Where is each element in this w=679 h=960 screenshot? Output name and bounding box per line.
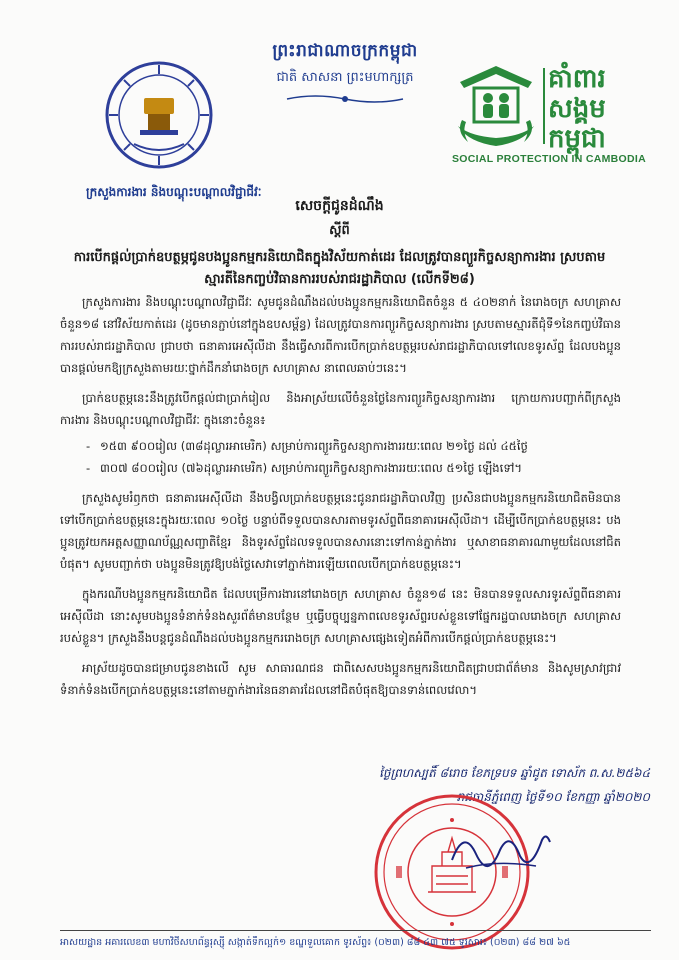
amount-list — [60, 435, 621, 479]
notice-subject: ការបើកផ្តល់ប្រាក់ឧបត្ថម្ភជូនបងប្អូនកម្មករនិយោជិតក្នុងវិស័យកាត់ដេរ ដែលត្រូវបានព្យួរកិច្ចសន្យាការងារ ស្របតាមស្មារតីនៃកញ្ចប់វិធានការរបស់រាជរដ្ឋាភិបាល (លើកទី២៨) — [73, 250, 606, 287]
lunar-date: ថ្ងៃព្រហស្បតិ៍ ៨រោច ខែភទ្របទ ឆ្នាំជូត ទោស័ក ព.ស.២៥៦៤ — [379, 766, 650, 780]
footer-divider — [60, 930, 651, 931]
paragraph-3: ក្រសួងសូមរំឭកថា ធនាគារអេស៊ីលីដា នឹងបង្វិលប្រាក់ឧបត្ថម្ភនេះជូនរាជរដ្ឋាភិបាលវិញ ប្រសិនជាបងប្អូនកម្មករនិយោជិតមិនបានទៅបើកប្រាក់ឧបត្ថម្ភនេះក្នុងរយៈពេល ១០ថ្ងៃ បន្ទាប់ពីទទួលបានសារតាមទូរស័ព្ទពីធនាគារអេស៊ីលីដា។ ដើម្បីបើកប្រាក់ឧបត្ថម្ភនេះ បងប្អូនត្រូវយកអត្តសញ្ញាណប័ណ្ណសញ្ជាតិខ្មែរ និងទូរស័ព្ទដែលទទួលបានសារនោះទៅកាន់ភ្នាក់ងារ ឬសាខាធនាគារណាមួយដែលនៅជិតបំផុត។ សូមបញ្ជាក់ថា បងប្អូនមិនត្រូវឱ្យបង់ថ្លៃសេវាទៅភ្នាក់ងារឡើយពេលបើកប្រាក់ឧបត្ថម្ភនេះ។ — [60, 491, 621, 571]
kingdom-motto: ជាតិ សាសនា ព្រះមហាក្សត្រ — [276, 70, 414, 85]
notice-subheading: ស្តីពី — [329, 223, 350, 238]
paragraph-1: ក្រសួងការងារ និងបណ្តុះបណ្តាលវិជ្ជាជីវៈ សូមជូនដំណឹងដល់បងប្អូនកម្មករនិយោជិតចំនួន ៥ ៤០២នាក់ នៃរោងចក្រ សហគ្រាស ចំនួន១៨ នៅវិស័យកាត់ដេរ (ដូចមានភ្ជាប់នៅក្នុងឧបសម្ព័ន្ធ) ដែលត្រូវបានការព្យួរកិច្ចសន្យាការងារ ស្របតាមស្មារតីជុំទី១នៃកញ្ចប់វិធានការរបស់រាជរដ្ឋាភិបាល ជ្រាបថា ធនាគារអេស៊ីលីដា នឹងធ្វើសារពីការបើកប្រាក់ឧបត្ថម្ភរបស់រាជរដ្ឋាភិបាលទៅលេខទូរស័ព្ទ ដែលបងប្អូនបានផ្តល់មកឱ្យក្រសួងតាមរយៈថ្នាក់ដឹកនាំរោងចក្រ សហគ្រាស នាពេលឆាប់ៗនេះ។ — [60, 295, 621, 375]
notice-title — [0, 196, 679, 291]
paragraph-2: ប្រាក់ឧបត្ថម្ភនេះនឹងត្រូវបើកផ្តល់ជាប្រាក់រៀល និងអាស្រ័យលើចំនួនថ្ងៃនៃការព្យួរកិច្ចសន្យាការងារ ក្រោយការបញ្ជាក់ពីក្រសួងការងារ និងបណ្តុះបណ្តាលវិជ្ជាជីវៈ ក្នុងនោះចំនួន៖ — [60, 391, 621, 427]
signature-icon — [446, 820, 556, 880]
notice-heading: សេចក្តីជូនដំណឹង — [295, 198, 384, 214]
paragraph-4: ក្នុងករណីបងប្អូនកម្មករនិយោជិត ដែលបម្រើការងារនៅរោងចក្រ សហគ្រាស ចំនួន១៨ នេះ មិនបានទទួលសារទូរស័ព្ទពីធនាគារអេស៊ីលីដា នោះសូមបងប្អូនទំនាក់ទំនងសួរព័ត៌មានបន្ថែម ឬធ្វើបច្ចុប្បន្នភាពលេខទូរស័ព្ទរបស់ខ្លួនទៅផ្នែករដ្ឋបាលរោងចក្រ សហគ្រាសរបស់ខ្លួន។ ក្រសួងនឹងបន្តជូនដំណឹងដល់បងប្អូនកម្មកររោងចក្រ សហគ្រាសផ្សេងទៀតអំពីការបើកផ្តល់ប្រាក់ឧបត្ថម្ភនេះ។ — [60, 587, 621, 645]
ornament-divider-icon — [285, 92, 405, 106]
amount-item-1: - ១៥៣ ៩០០រៀល (៣៨ដុល្លារអាមេរិក) សម្រាប់ការព្យួរកិច្ចសន្យាការងាររយៈពេល ២១ថ្ងៃ ដល់ ៤៥ថ្ងៃ — [86, 435, 621, 457]
social-protection-caption: SOCIAL PROTECTION IN CAMBODIA — [452, 153, 647, 165]
footer-address: អាសយដ្ឋាន អគារលេខ៣ មហាវិថីសហព័ន្ធរុស្ស៊ី សង្កាត់ទឹកល្អក់១ ខណ្ឌទួលគោក ទូរស័ព្ទ៖ (០២៣) ៨៨ ៤៣ ៧៥ ទូរសារ៖ (០២៣) ៨៨ ២៧ ៦៥ — [60, 937, 571, 948]
amount-item-2: - ៣០៧ ៨០០រៀល (៧៦ដុល្លារអាមេរិក) សម្រាប់ការព្យួរកិច្ចសន្យាការងាររយៈពេល ៥១ថ្ងៃ ឡើងទៅ។ — [86, 457, 621, 479]
social-protection-script: គាំពារ សង្គម កម្ពុជា — [548, 64, 606, 154]
notice-body — [60, 291, 621, 709]
kingdom-title: ព្រះរាជាណាចក្រកម្ពុជា — [272, 41, 418, 61]
gregorian-date: រាជធានីភ្នំពេញ ថ្ងៃទី១០ ខែកញ្ញា ឆ្នាំ២០២០ — [456, 790, 650, 804]
kingdom-header — [230, 40, 460, 110]
ministry-name: ក្រសួងការងារ និងបណ្តុះបណ្តាលវិជ្ជាជីវៈ — [86, 185, 262, 199]
ministry-logo-icon — [104, 60, 214, 170]
paragraph-5: អាស្រ័យដូចបានជម្រាបជូនខាងលើ សូម សាធារណជន ជាពិសេសបងប្អូនកម្មករនិយោជិតជ្រាបជាព័ត៌មាន និងសូមស្រាវជ្រាវទំនាក់ទំនងបើកប្រាក់ឧបត្ថម្ភនេះនៅតាមភ្នាក់ងារនៃធនាគារដែលនៅជិតបំផុតឱ្យបានទាន់ពេលវេលា។ — [60, 661, 621, 697]
